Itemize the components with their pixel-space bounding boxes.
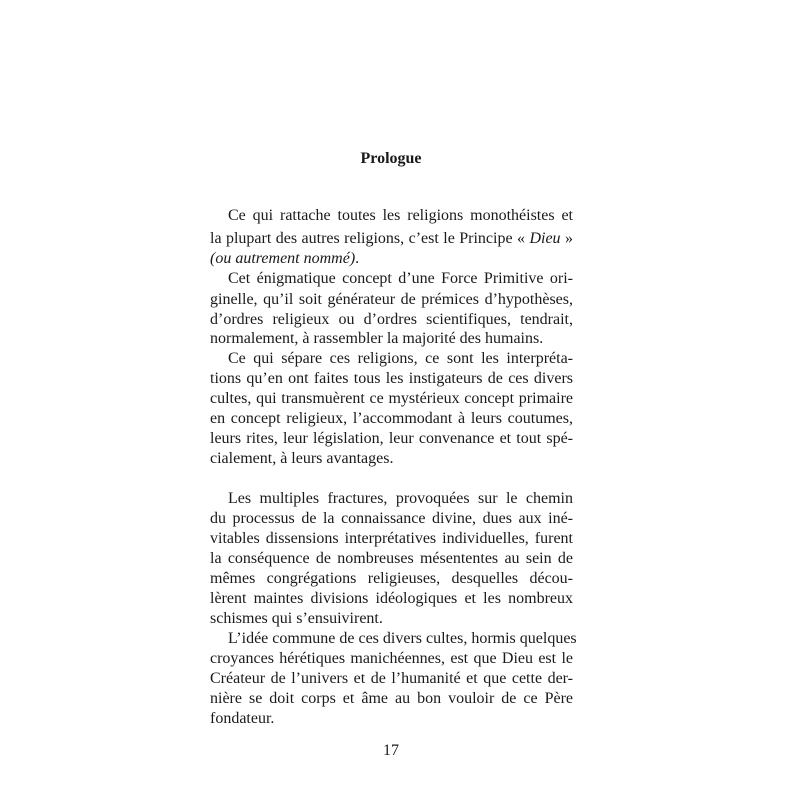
text-line: normalement, à rassembler la majorité des humains. xyxy=(210,330,544,347)
chapter-title: Prologue xyxy=(360,150,422,167)
text-line: d’ordres religieux ou d’ordres scientifiques, tendrait, xyxy=(210,311,573,328)
text-line: en concept religieux, l’accommodant à leurs coutumes, xyxy=(210,410,573,427)
text-line: cialement, à leurs avantages. xyxy=(210,450,394,467)
text-line: nière se doit corps et âme au bon vouloir de ce Père xyxy=(210,690,573,707)
text-line: Ce qui sépare ces religions, ce sont les interpréta- xyxy=(228,350,573,367)
text-line: Les multiples fractures, provoquées sur le chemin xyxy=(228,490,573,507)
text-line: leurs rites, leur législation, leur convenance et tout spé- xyxy=(210,430,573,447)
text-line: Créateur de l’univers et de l’humanité et que cette der- xyxy=(210,670,573,687)
text-line: tions qu’en ont faites tous les instigateurs de ces divers xyxy=(210,370,573,387)
text-line: vitables dissensions interprétatives individuelles, furent xyxy=(210,530,573,547)
text-line: fondateur. xyxy=(210,710,275,727)
text-line: schismes qui s’ensuivirent. xyxy=(210,610,383,627)
page-number: 17 xyxy=(383,742,399,759)
text-line: Ce qui rattache toutes les religions monothéistes et xyxy=(228,207,573,224)
text-line: mêmes congrégations religieuses, desquelles décou- xyxy=(210,570,573,587)
text-line: cultes, qui transmuèrent ce mystérieux concept primaire xyxy=(210,390,573,407)
text-line: du processus de la connaissance divine, dues aux iné- xyxy=(210,510,573,527)
text-line: la conséquence de nombreuses mésententes au sein de xyxy=(210,550,573,567)
text-line: la plupart des autres religions, c’est le Principe « Dieu » xyxy=(210,230,574,247)
text-line: (ou autrement nommé). xyxy=(210,250,360,267)
text-line: L’idée commune de ces divers cultes, hormis quelques xyxy=(228,630,577,647)
text-line: lèrent maintes divisions idéologiques et les nombreux xyxy=(210,590,573,607)
text-line: croyances hérétiques manichéennes, est que Dieu est le xyxy=(210,650,573,667)
text-line: ginelle, qu’il soit générateur de prémices d’hypothèses, xyxy=(210,291,573,308)
text-line: Cet énigmatique concept d’une Force Primitive ori- xyxy=(228,270,573,287)
